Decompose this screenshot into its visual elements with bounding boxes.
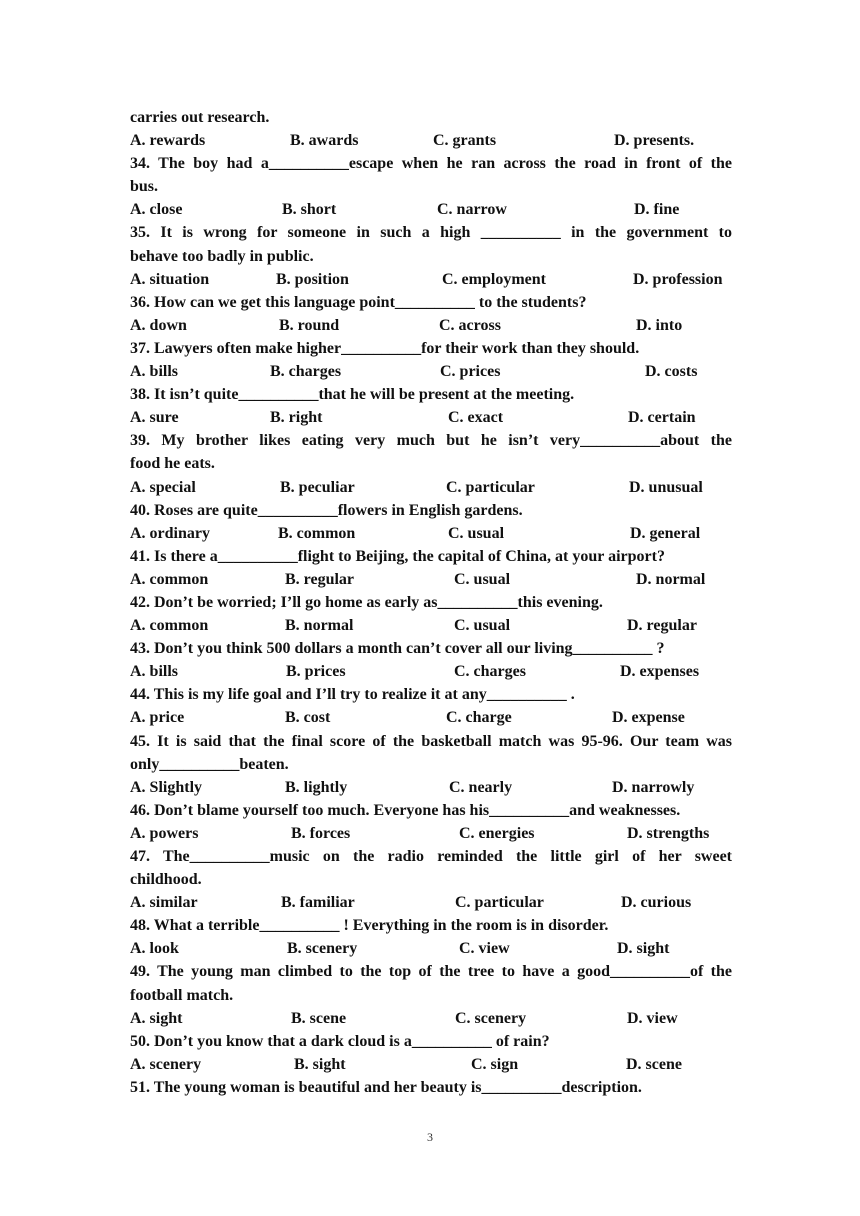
- answer-option: B. right: [270, 409, 323, 427]
- answer-option: A. scenery: [130, 1055, 202, 1073]
- answer-option: B. lightly: [285, 778, 348, 796]
- answer-options: [130, 1053, 732, 1076]
- exercise-content: [130, 106, 732, 1099]
- answer-options: [130, 1007, 732, 1030]
- question-text: 51. The young woman is beautiful and her beauty is__________description.: [130, 1078, 642, 1096]
- answer-option: C. energies: [459, 824, 535, 842]
- answer-options: [130, 522, 732, 545]
- answer-option: C. narrow: [437, 201, 507, 219]
- answer-option: B. charges: [270, 363, 342, 381]
- answer-option: C. prices: [440, 363, 501, 381]
- question-text: food he eats.: [130, 455, 215, 473]
- question-text: 42. Don’t be worried; I’ll go home as early as__________this evening.: [130, 593, 603, 611]
- question-text: 39. My brother likes eating very much but he isn’t very__________about the: [130, 432, 732, 450]
- question-text: 35. It is wrong for someone in such a high __________ in the government to: [130, 224, 732, 242]
- question-text: 50. Don’t you know that a dark cloud is a__________ of rain?: [130, 1032, 550, 1050]
- answer-option: B. short: [282, 201, 337, 219]
- answer-options: [130, 891, 732, 914]
- answer-options: [130, 360, 732, 383]
- answer-option: A. ordinary: [130, 524, 210, 542]
- answer-option: C. particular: [455, 894, 544, 912]
- question-text: carries out research.: [130, 109, 270, 126]
- answer-option: D. regular: [627, 617, 697, 635]
- question-text: 36. How can we get this language point__________ to the students?: [130, 293, 587, 311]
- answer-option: A. situation: [130, 270, 210, 288]
- answer-option: B. round: [279, 316, 340, 334]
- answer-option: A. bills: [130, 363, 179, 381]
- answer-option: B. prices: [286, 663, 346, 681]
- answer-option: B. position: [276, 270, 349, 288]
- answer-options: [130, 406, 732, 429]
- answer-option: B. awards: [290, 132, 359, 150]
- answer-options: [130, 822, 732, 845]
- page-number: 3: [427, 1130, 433, 1144]
- question-text: 49. The young man climbed to the top of the tree to have a good__________of the: [130, 963, 732, 981]
- answer-option: B. normal: [285, 617, 354, 635]
- answer-option: A. price: [130, 709, 185, 727]
- answer-option: D. fine: [634, 201, 680, 219]
- answer-option: A. powers: [130, 824, 199, 842]
- answer-option: C. nearly: [449, 778, 513, 796]
- answer-option: D. normal: [636, 570, 706, 588]
- answer-option: A. Slightly: [130, 778, 203, 796]
- answer-option: D. view: [627, 1009, 678, 1027]
- answer-option: B. common: [278, 524, 356, 542]
- answer-option: D. presents.: [614, 132, 695, 150]
- answer-option: D. certain: [628, 409, 696, 427]
- answer-option: A. common: [130, 570, 209, 588]
- answer-option: D. costs: [645, 363, 698, 381]
- answer-options: [130, 614, 732, 637]
- answer-option: D. general: [630, 524, 701, 542]
- answer-option: A. special: [130, 478, 196, 496]
- answer-option: A. common: [130, 617, 209, 635]
- answer-option: A. rewards: [130, 132, 206, 150]
- question-text: 47. The__________music on the radio reminded the little girl of her sweet: [130, 848, 732, 865]
- answer-option: D. curious: [621, 894, 692, 912]
- answer-options: [130, 706, 732, 729]
- answer-options: [130, 937, 732, 960]
- question-text: 38. It isn’t quite__________that he will be present at the meeting.: [130, 386, 575, 404]
- answer-option: A. sight: [130, 1009, 183, 1027]
- answer-options: [130, 268, 732, 291]
- answer-option: D. expenses: [620, 663, 700, 681]
- answer-option: D. into: [636, 316, 683, 334]
- answer-option: C. view: [459, 940, 510, 958]
- answer-option: D. sight: [617, 940, 670, 958]
- answer-option: C. exact: [448, 409, 504, 427]
- answer-option: C. usual: [454, 570, 511, 588]
- answer-option: B. scenery: [287, 940, 358, 958]
- answer-option: D. scene: [626, 1055, 682, 1073]
- answer-option: D. strengths: [627, 824, 710, 842]
- answer-option: C. sign: [471, 1055, 519, 1073]
- question-text: behave too badly in public.: [130, 247, 314, 265]
- answer-option: C. usual: [448, 524, 505, 542]
- answer-option: D. profession: [633, 270, 723, 288]
- answer-option: A. down: [130, 316, 187, 334]
- answer-option: C. across: [439, 316, 501, 334]
- question-text: 48. What a terrible__________ ! Everything in the room is in disorder.: [130, 917, 609, 935]
- answer-option: B. familiar: [281, 894, 355, 912]
- answer-option: C. charge: [446, 709, 512, 727]
- answer-option: B. sight: [294, 1055, 346, 1073]
- answer-option: B. regular: [285, 570, 355, 588]
- question-text: 41. Is there a__________flight to Beijing, the capital of China, at your airport?: [130, 547, 665, 565]
- answer-option: B. scene: [291, 1009, 347, 1027]
- question-text: 34. The boy had a__________escape when he ran across the road in front of the: [130, 155, 732, 173]
- question-text: 40. Roses are quite__________flowers in English gardens.: [130, 501, 523, 519]
- answer-option: A. look: [130, 940, 179, 958]
- question-text: 45. It is said that the final score of the basketball match was 95-96. Our team was: [130, 732, 732, 750]
- answer-option: A. similar: [130, 894, 198, 912]
- answer-option: D. unusual: [629, 478, 703, 496]
- answer-option: B. forces: [291, 824, 351, 842]
- question-text: 43. Don’t you think 500 dollars a month can’t cover all our living__________ ?: [130, 640, 665, 658]
- question-text: childhood.: [130, 871, 202, 889]
- question-text: 37. Lawyers often make higher__________for their work than they should.: [130, 339, 640, 357]
- answer-option: C. charges: [454, 663, 526, 681]
- answer-options: [130, 314, 732, 337]
- answer-options: [130, 476, 732, 499]
- answer-option: C. employment: [442, 270, 546, 288]
- answer-options: [130, 776, 732, 799]
- answer-option: A. close: [130, 201, 183, 219]
- answer-options: [130, 129, 732, 152]
- answer-option: A. sure: [130, 409, 179, 427]
- question-text: 44. This is my life goal and I’ll try to realize it at any__________ .: [130, 686, 575, 704]
- answer-option: A. bills: [130, 663, 179, 681]
- question-text: bus.: [130, 178, 159, 196]
- question-text: football match.: [130, 986, 234, 1004]
- answer-option: C. scenery: [455, 1009, 527, 1027]
- answer-option: B. cost: [285, 709, 331, 727]
- answer-option: C. grants: [433, 132, 497, 150]
- answer-options: [130, 568, 732, 591]
- answer-option: C. particular: [446, 478, 535, 496]
- answer-option: D. narrowly: [612, 778, 695, 796]
- answer-option: D. expense: [612, 709, 685, 727]
- answer-options: [130, 660, 732, 683]
- question-text: 46. Don’t blame yourself too much. Everyone has his__________and weaknesses.: [130, 801, 681, 819]
- answer-option: B. peculiar: [280, 478, 355, 496]
- question-text: only__________beaten.: [130, 755, 289, 773]
- answer-options: [130, 198, 732, 221]
- answer-option: C. usual: [454, 617, 511, 635]
